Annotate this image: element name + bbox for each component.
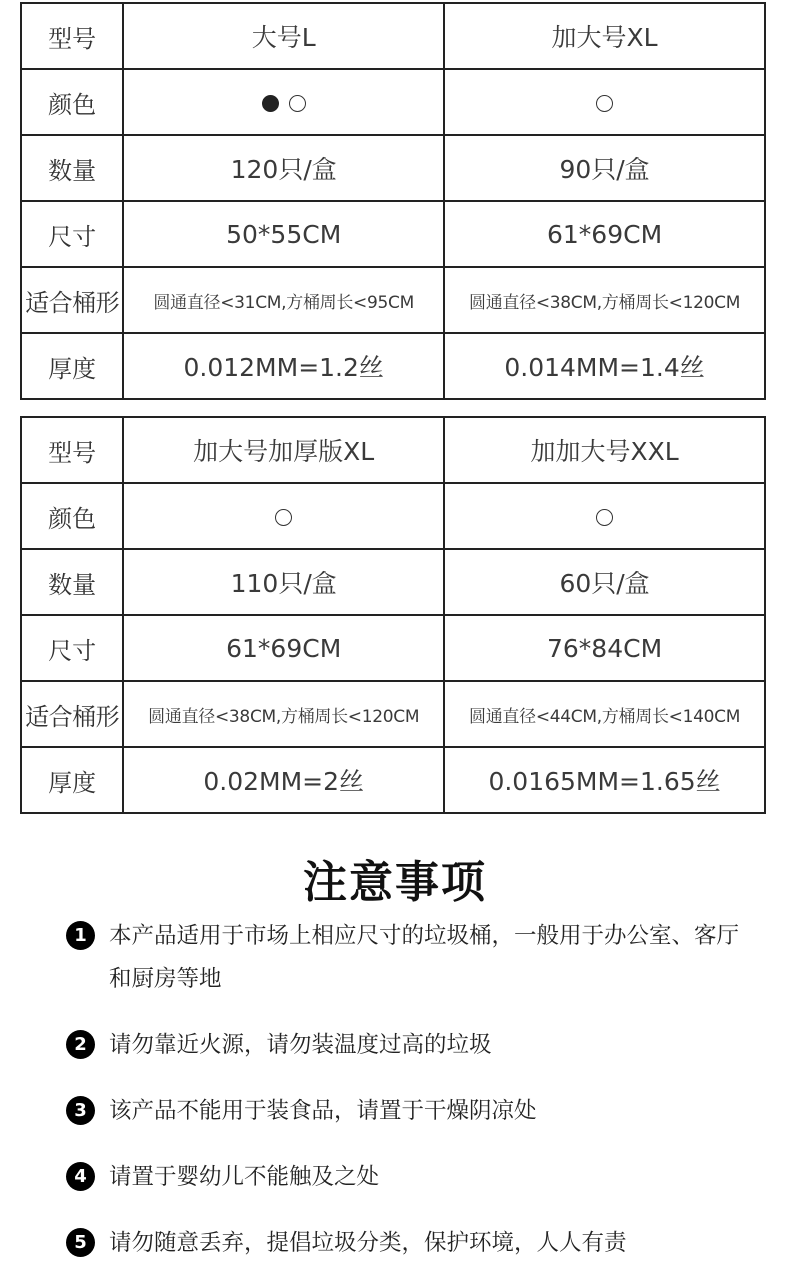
row-quantity — [21, 549, 765, 615]
quantity-xxl: 60只/盒 — [444, 549, 765, 615]
label-model: 型号 — [21, 417, 123, 483]
white-swatch-icon — [289, 95, 306, 112]
row-model — [21, 3, 765, 69]
size-large: 50*55CM — [123, 201, 444, 267]
notice-list — [66, 915, 746, 1288]
size-xl: 61*69CM — [444, 201, 765, 267]
color-swatches-xl — [444, 69, 765, 135]
model-large: 大号L — [123, 3, 444, 69]
white-swatch-icon — [596, 95, 613, 112]
label-quantity: 数量 — [21, 135, 123, 201]
row-color — [21, 69, 765, 135]
label-size: 尺寸 — [21, 615, 123, 681]
quantity-large: 120只/盒 — [123, 135, 444, 201]
label-model: 型号 — [21, 3, 123, 69]
color-swatches-xl-thick — [123, 483, 444, 549]
white-swatch-icon — [275, 509, 292, 526]
notice-text: 本产品适用于市场上相应尺寸的垃圾桶，一般用于办公室、客厅和厨房等地 — [109, 923, 740, 992]
notice-item — [66, 1090, 746, 1133]
model-xl-thick: 加大号加厚版XL — [123, 417, 444, 483]
label-fit: 适合桶形 — [21, 267, 123, 333]
fit-xl: 圆通直径<38CM,方桶周长<120CM — [444, 267, 765, 333]
row-quantity — [21, 135, 765, 201]
notice-item — [66, 1222, 746, 1265]
row-thickness — [21, 747, 765, 813]
notice-title: 注意事项 — [303, 857, 487, 908]
row-color — [21, 483, 765, 549]
row-model — [21, 417, 765, 483]
thickness-xxl: 0.0165MM=1.65丝 — [444, 747, 765, 813]
label-fit: 适合桶形 — [21, 681, 123, 747]
model-xl: 加大号XL — [444, 3, 765, 69]
white-swatch-icon — [596, 509, 613, 526]
notice-item — [66, 1024, 746, 1067]
notice-text: 该产品不能用于装食品，请置于干燥阴凉处 — [109, 1098, 537, 1124]
row-size — [21, 615, 765, 681]
model-xxl: 加加大号XXL — [444, 417, 765, 483]
number-1-icon: 1 — [66, 921, 95, 950]
label-quantity: 数量 — [21, 549, 123, 615]
row-fit — [21, 681, 765, 747]
label-thickness: 厚度 — [21, 333, 123, 399]
color-swatches-large — [123, 69, 444, 135]
number-3-icon: 3 — [66, 1096, 95, 1125]
size-xl-thick: 61*69CM — [123, 615, 444, 681]
color-swatches-xxl — [444, 483, 765, 549]
notice-item — [66, 915, 746, 1001]
notice-item — [66, 1156, 746, 1199]
row-thickness — [21, 333, 765, 399]
thickness-large: 0.012MM=1.2丝 — [123, 333, 444, 399]
thickness-xl-thick: 0.02MM=2丝 — [123, 747, 444, 813]
thickness-xl: 0.014MM=1.4丝 — [444, 333, 765, 399]
black-swatch-icon — [262, 95, 279, 112]
fit-xl-thick: 圆通直径<38CM,方桶周长<120CM — [123, 681, 444, 747]
number-2-icon: 2 — [66, 1030, 95, 1059]
row-size — [21, 201, 765, 267]
notice-text: 请勿靠近火源，请勿装温度过高的垃圾 — [109, 1032, 492, 1058]
spec-table-2 — [20, 416, 766, 814]
quantity-xl-thick: 110只/盒 — [123, 549, 444, 615]
fit-xxl: 圆通直径<44CM,方桶周长<140CM — [444, 681, 765, 747]
number-4-icon: 4 — [66, 1162, 95, 1191]
size-xxl: 76*84CM — [444, 615, 765, 681]
label-thickness: 厚度 — [21, 747, 123, 813]
label-size: 尺寸 — [21, 201, 123, 267]
notice-text: 请置于婴幼儿不能触及之处 — [109, 1164, 380, 1190]
quantity-xl: 90只/盒 — [444, 135, 765, 201]
row-fit — [21, 267, 765, 333]
label-color: 颜色 — [21, 483, 123, 549]
number-5-icon: 5 — [66, 1228, 95, 1257]
notice-text: 请勿随意丢弃，提倡垃圾分类，保护环境，人人有责 — [109, 1230, 627, 1256]
spec-table-1 — [20, 2, 766, 400]
fit-large: 圆通直径<31CM,方桶周长<95CM — [123, 267, 444, 333]
label-color: 颜色 — [21, 69, 123, 135]
